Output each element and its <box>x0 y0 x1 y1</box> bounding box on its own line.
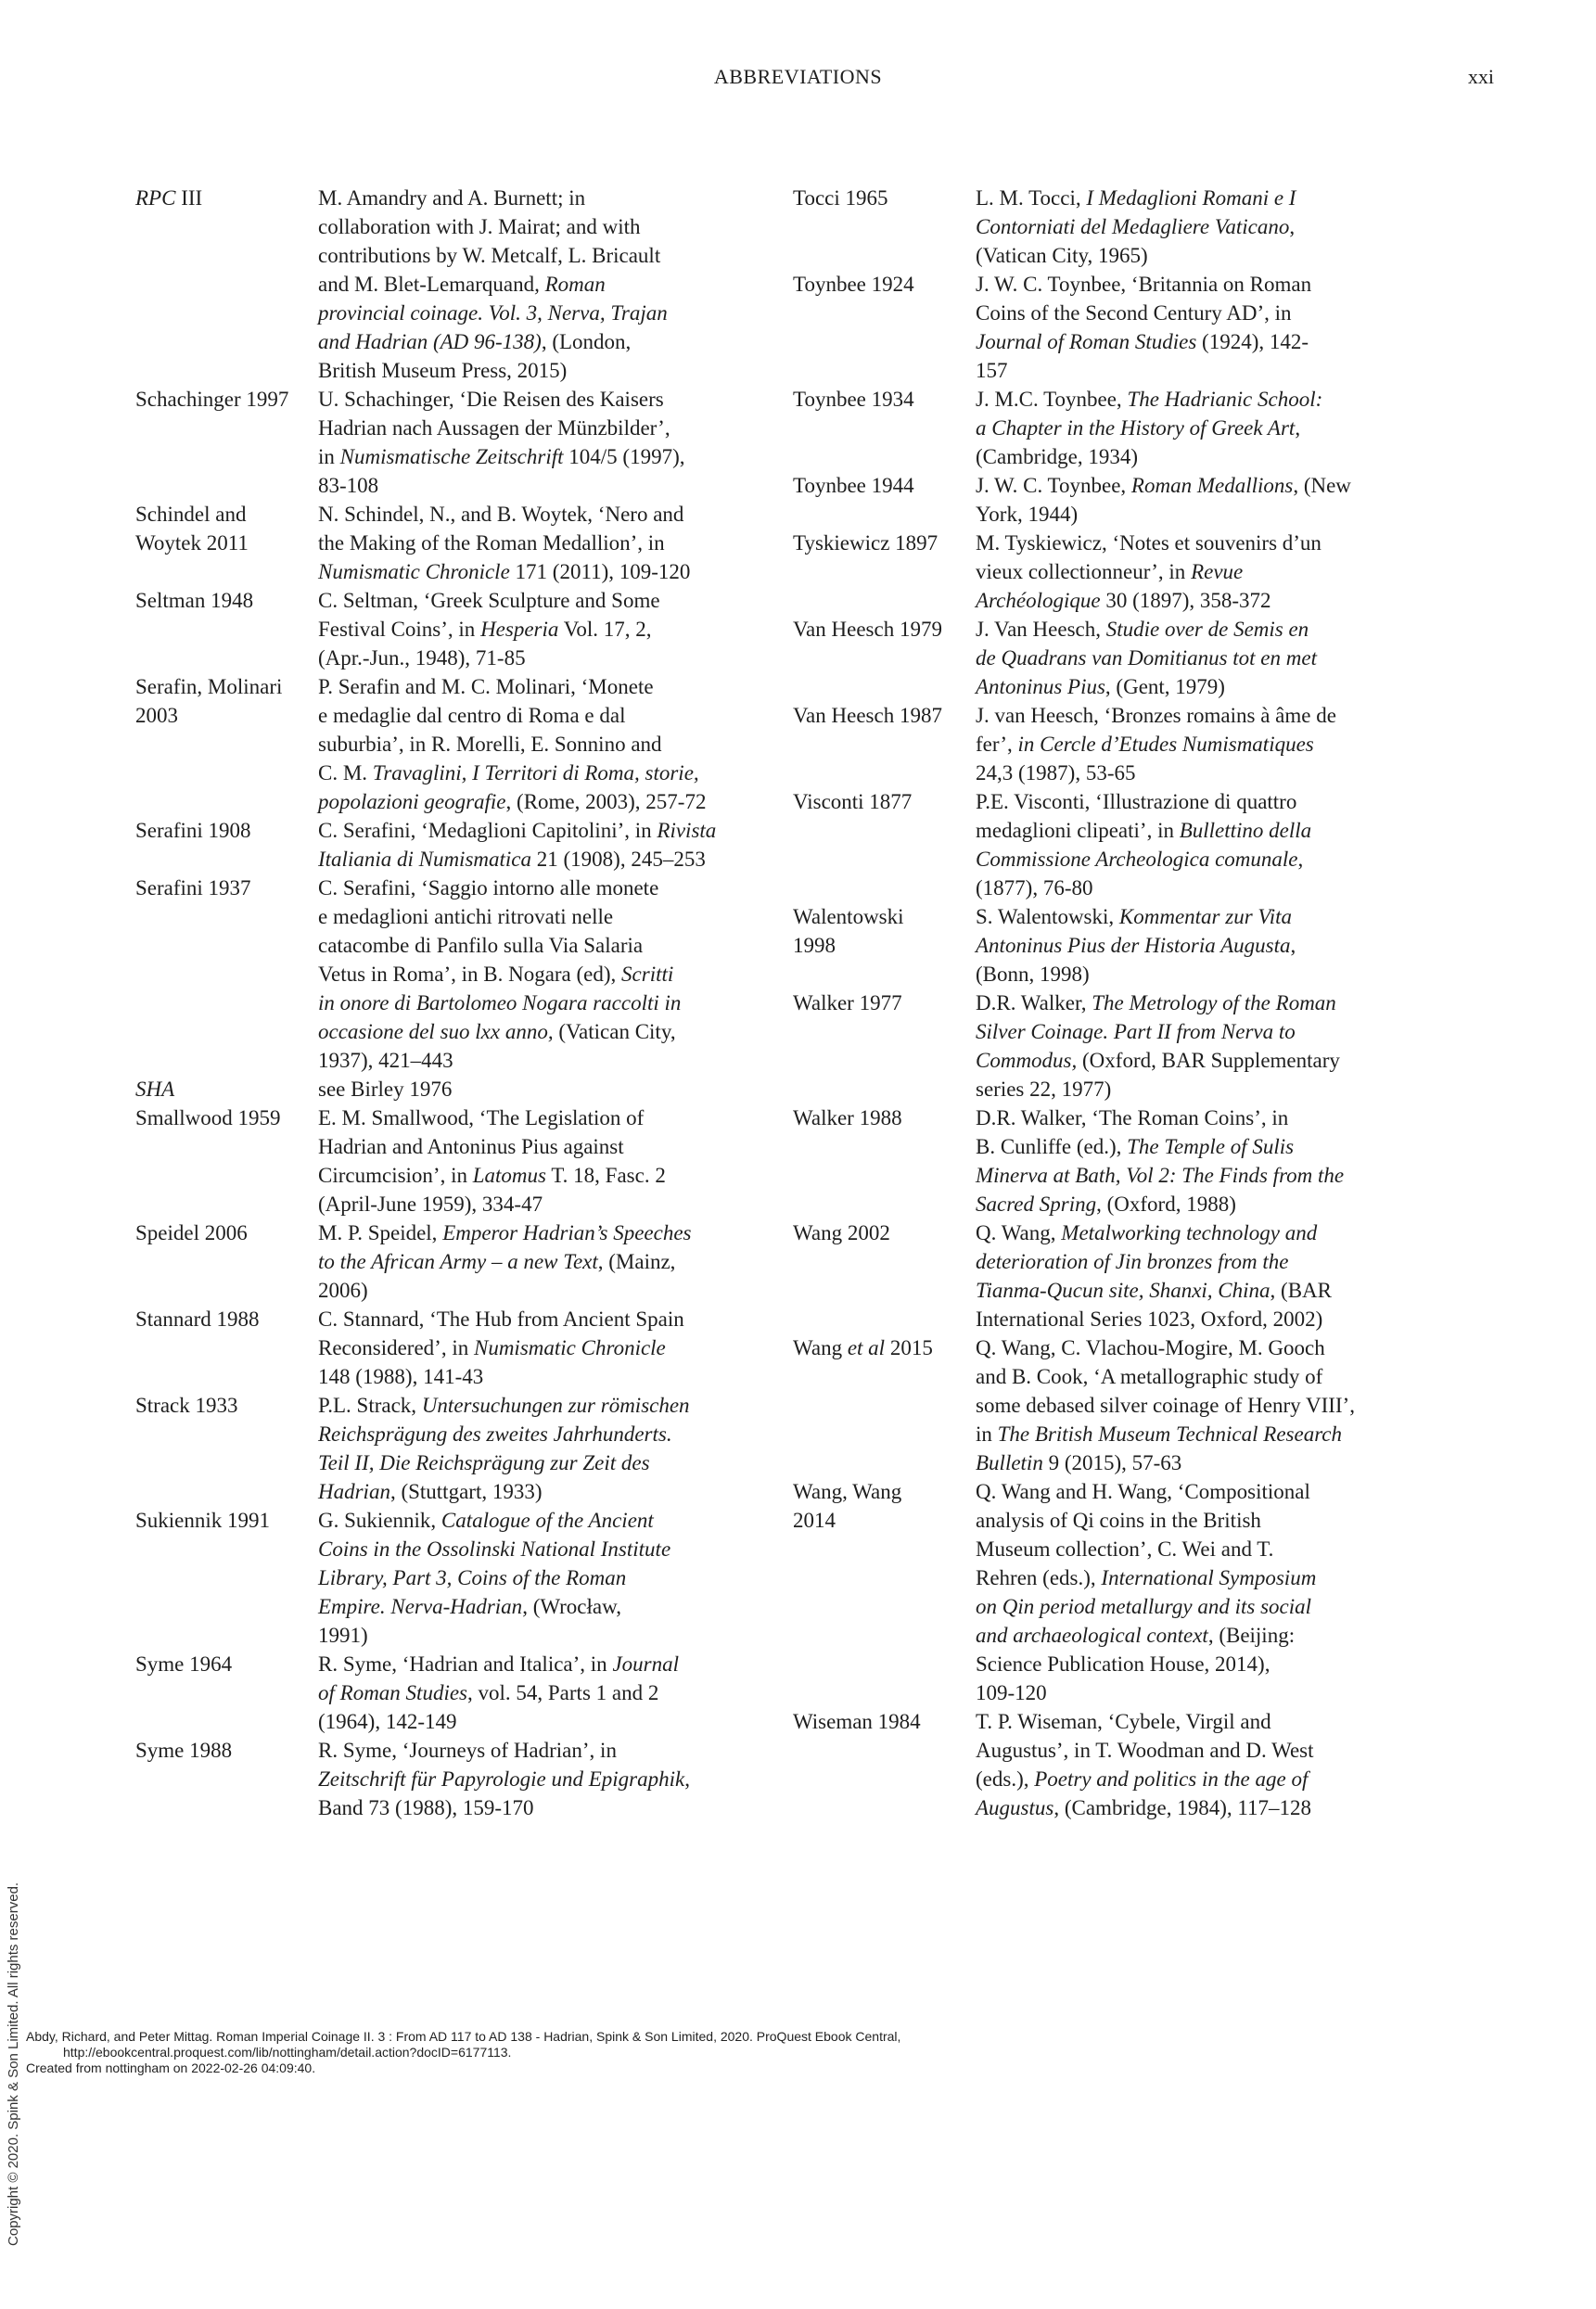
reference-line: Rehren (eds.), International Symposium <box>976 1566 1317 1589</box>
bibliography-entry <box>135 816 761 874</box>
reference-line: Italiania di Numismatica 21 (1908), 245–253 <box>318 848 706 871</box>
entry-abbreviation: Syme 1964 <box>135 1652 233 1676</box>
reference-line: Commodus, (Oxford, BAR Supplementary <box>976 1049 1340 1072</box>
reference-line: and M. Blet-Lemarquand, Roman <box>318 273 606 296</box>
entry-reference <box>976 615 1424 701</box>
entry-reference <box>318 1075 761 1103</box>
reference-line: and archaeological context, (Beijing: <box>976 1624 1296 1647</box>
entry-reference <box>976 787 1424 902</box>
reference-line: Reichsprägung des zweites Jahrhunderts. <box>318 1422 672 1446</box>
bibliography-entry <box>135 1218 761 1305</box>
entry-reference <box>976 1477 1424 1707</box>
entry-reference <box>318 1650 761 1736</box>
entry-reference <box>318 672 761 816</box>
entry-abbreviation: Wiseman 1984 <box>793 1710 921 1733</box>
reference-line: (1964), 142-149 <box>318 1710 457 1733</box>
reference-line: provincial coinage. Vol. 3, Nerva, Trajan <box>318 301 668 325</box>
entry-abbreviation: Walker 1977 <box>793 991 902 1014</box>
copyright-notice <box>6 1882 26 2309</box>
entry-abbreviation: Schachinger 1997 <box>135 388 289 411</box>
reference-line: C. Serafini, ‘Medaglioni Capitolini’, in Rivista <box>318 819 717 842</box>
reference-line: Q. Wang and H. Wang, ‘Compositional <box>976 1480 1310 1503</box>
reference-line: Circumcision’, in Latomus T. 18, Fasc. 2 <box>318 1164 666 1187</box>
bibliography-entry <box>135 1650 761 1736</box>
reference-line: Bulletin 9 (2015), 57-63 <box>976 1451 1182 1474</box>
bibliography-entry <box>135 1391 761 1506</box>
reference-line: popolazioni geografie, (Rome, 2003), 257-72 <box>318 790 707 813</box>
reference-line: J. van Heesch, ‘Bronzes romains à âme de <box>976 704 1336 727</box>
reference-line: a Chapter in the History of Greek Art, <box>976 416 1301 440</box>
reference-line: Zeitschrift für Papyrologie und Epigraphik, <box>318 1767 690 1791</box>
entry-reference <box>976 902 1424 989</box>
bibliography-entry <box>135 672 761 816</box>
entry-abbreviation: Serafini 1937 <box>135 876 251 899</box>
bibliography-entry <box>793 615 1424 701</box>
entry-reference <box>976 1333 1424 1477</box>
reference-line: Tianma-Qucun site, Shanxi, China, (BAR <box>976 1279 1332 1302</box>
reference-line: in Numismatische Zeitschrift 104/5 (1997), <box>318 445 685 468</box>
reference-line: J. Van Heesch, Studie over de Semis en <box>976 618 1309 641</box>
left-column <box>135 184 761 1822</box>
reference-line: (Apr.-Jun., 1948), 71-85 <box>318 646 526 670</box>
reference-line: C. Serafini, ‘Saggio intorno alle monete <box>318 876 659 899</box>
reference-line: Journal of Roman Studies (1924), 142- <box>976 330 1309 353</box>
entry-abbreviation: Wang et al 2015 <box>793 1336 933 1359</box>
entry-abbreviation: Stannard 1988 <box>135 1308 260 1331</box>
reference-line: M. P. Speidel, Emperor Hadrian’s Speeches <box>318 1221 692 1244</box>
bibliography-entry <box>793 701 1424 787</box>
reference-line: D.R. Walker, ‘The Roman Coins’, in <box>976 1106 1289 1129</box>
reference-line: Antoninus Pius, (Gent, 1979) <box>976 675 1225 698</box>
reference-line: Science Publication House, 2014), <box>976 1652 1270 1676</box>
entry-abbreviation: RPC III <box>135 186 203 210</box>
bibliography-entry <box>793 1218 1424 1333</box>
reference-line: British Museum Press, 2015) <box>318 359 568 382</box>
reference-line: R. Syme, ‘Hadrian and Italica’, in Journal <box>318 1652 679 1676</box>
reference-line: York, 1944) <box>976 503 1079 526</box>
reference-line: Museum collection’, C. Wei and T. <box>976 1537 1274 1561</box>
entry-reference <box>976 1103 1424 1218</box>
entry-reference <box>318 1736 761 1822</box>
reference-line: vieux collectionneur’, in Revue <box>976 560 1244 583</box>
reference-line: analysis of Qi coins in the British <box>976 1509 1261 1532</box>
running-head: ABBREVIATIONS <box>713 65 883 88</box>
entry-reference <box>976 1707 1424 1822</box>
entry-abbreviation: Wang, Wang 2014 <box>793 1480 902 1532</box>
reference-line: (eds.), Poetry and politics in the age of <box>976 1767 1309 1791</box>
reference-line: Archéologique 30 (1897), 358-372 <box>976 589 1271 612</box>
entry-reference <box>976 184 1424 270</box>
entry-abbreviation: Strack 1933 <box>135 1394 238 1417</box>
reference-line: Empire. Nerva-Hadrian, (Wrocław, <box>318 1595 621 1618</box>
entry-abbreviation: Tocci 1965 <box>793 186 888 210</box>
citation-created: Created from nottingham on 2022-02-26 04:09:40. <box>26 2060 316 2075</box>
reference-line: Reconsidered’, in Numismatic Chronicle <box>318 1336 666 1359</box>
reference-line: Vetus in Roma’, in B. Nogara (ed), Scritti <box>318 963 674 986</box>
reference-line: S. Walentowski, Kommentar zur Vita <box>976 905 1293 928</box>
entry-reference <box>318 874 761 1075</box>
reference-line: P.L. Strack, Untersuchungen zur römischen <box>318 1394 690 1417</box>
reference-line: Hadrian and Antoninus Pius against <box>318 1135 624 1158</box>
entry-abbreviation: Toynbee 1944 <box>793 474 914 497</box>
entry-abbreviation: Wang 2002 <box>793 1221 890 1244</box>
entry-reference <box>976 270 1424 385</box>
reference-line: International Series 1023, Oxford, 2002) <box>976 1308 1323 1331</box>
reference-line: e medaglioni antichi ritrovati nelle <box>318 905 614 928</box>
reference-line: J. W. C. Toynbee, ‘Britannia on Roman <box>976 273 1312 296</box>
reference-line: Teil II, Die Reichsprägung zur Zeit des <box>318 1451 650 1474</box>
entry-abbreviation: Walker 1988 <box>793 1106 902 1129</box>
reference-line: B. Cunliffe (ed.), The Temple of Sulis <box>976 1135 1295 1158</box>
reference-line: Sacred Spring, (Oxford, 1988) <box>976 1193 1236 1216</box>
reference-line: T. P. Wiseman, ‘Cybele, Virgil and <box>976 1710 1271 1733</box>
reference-line: (1877), 76-80 <box>976 876 1093 899</box>
bibliography-entry <box>793 184 1424 270</box>
reference-line: Coins in the Ossolinski National Institute <box>318 1537 671 1561</box>
entry-abbreviation: SHA <box>135 1078 175 1101</box>
reference-line: C. Seltman, ‘Greek Sculpture and Some <box>318 589 660 612</box>
reference-line: G. Sukiennik, Catalogue of the Ancient <box>318 1509 654 1532</box>
reference-line: 109-120 <box>976 1681 1047 1704</box>
entry-abbreviation: Speidel 2006 <box>135 1221 248 1244</box>
bibliography-entry <box>135 1506 761 1650</box>
reference-line: J. M.C. Toynbee, The Hadrianic School: <box>976 388 1323 411</box>
bibliography-entry <box>793 471 1424 529</box>
reference-line: Numismatic Chronicle 171 (2011), 109-120 <box>318 560 691 583</box>
bibliography-entry <box>793 1333 1424 1477</box>
reference-line: Hadrian nach Aussagen der Münzbilder’, <box>318 416 670 440</box>
copyright-text: Copyright © 2020. Spink & Son Limited. All rights reserved. <box>6 1882 21 2246</box>
bibliography-entry <box>793 529 1424 615</box>
reference-line: suburbia’, in R. Morelli, E. Sonnino and <box>318 733 662 756</box>
entry-reference <box>976 529 1424 615</box>
reference-line: (Vatican City, 1965) <box>976 244 1148 267</box>
bibliography-entry <box>135 1305 761 1391</box>
entry-abbreviation: Van Heesch 1979 <box>793 618 942 641</box>
reference-line: see Birley 1976 <box>318 1078 453 1101</box>
page-number: xxi <box>1467 65 1494 88</box>
reference-line: C. Stannard, ‘The Hub from Ancient Spain <box>318 1308 684 1331</box>
reference-line: U. Schachinger, ‘Die Reisen des Kaisers <box>318 388 664 411</box>
bibliography-entry <box>793 1707 1424 1822</box>
reference-line: C. M. Travaglini, I Territori di Roma, storie, <box>318 761 699 785</box>
reference-line: M. Tyskiewicz, ‘Notes et souvenirs d’un <box>976 531 1321 555</box>
reference-line: fer’, in Cercle d’Etudes Numismatiques <box>976 733 1314 756</box>
reference-line: Festival Coins’, in Hesperia Vol. 17, 2, <box>318 618 652 641</box>
reference-line: M. Amandry and A. Burnett; in <box>318 186 586 210</box>
reference-line: Commissione Archeologica comunale, <box>976 848 1304 871</box>
entry-reference <box>318 586 761 672</box>
citation-footer <box>26 2029 900 2076</box>
reference-line: (Bonn, 1998) <box>976 963 1090 986</box>
entry-abbreviation: Walentowski 1998 <box>793 905 904 957</box>
reference-line: 24,3 (1987), 53-65 <box>976 761 1136 785</box>
entry-abbreviation: Tyskiewicz 1897 <box>793 531 938 555</box>
reference-line: N. Schindel, N., and B. Woytek, ‘Nero and <box>318 503 684 526</box>
reference-line: Antoninus Pius der Historia Augusta, <box>976 934 1296 957</box>
reference-line: Band 73 (1988), 159-170 <box>318 1796 534 1819</box>
entry-abbreviation: Visconti 1877 <box>793 790 913 813</box>
bibliography-entry <box>135 1103 761 1218</box>
reference-line: 157 <box>976 359 1008 382</box>
reference-line: 83-108 <box>318 474 379 497</box>
bibliography-entry <box>135 586 761 672</box>
reference-line: 148 (1988), 141-43 <box>318 1365 484 1388</box>
reference-line: in The British Museum Technical Research <box>976 1422 1342 1446</box>
bibliography-entry <box>135 184 761 385</box>
entry-abbreviation: Schindel and Woytek 2011 <box>135 503 249 555</box>
reference-line: 1991) <box>318 1624 368 1647</box>
entry-abbreviation: Smallwood 1959 <box>135 1106 281 1129</box>
reference-line: catacombe di Panfilo sulla Via Salaria <box>318 934 644 957</box>
reference-line: Q. Wang, C. Vlachou-Mogire, M. Gooch <box>976 1336 1325 1359</box>
entry-reference <box>976 471 1424 529</box>
reference-line: P.E. Visconti, ‘Illustrazione di quattro <box>976 790 1297 813</box>
entry-abbreviation: Sukiennik 1991 <box>135 1509 271 1532</box>
reference-line: e medaglie dal centro di Roma e dal <box>318 704 626 727</box>
bibliography-entry <box>793 1103 1424 1218</box>
reference-line: R. Syme, ‘Journeys of Hadrian’, in <box>318 1739 617 1762</box>
entry-abbreviation: Syme 1988 <box>135 1739 233 1762</box>
reference-line: medaglioni clipeati’, in Bullettino della <box>976 819 1312 842</box>
reference-line: occasione del suo lxx anno, (Vatican City, <box>318 1020 676 1043</box>
entry-reference <box>318 1506 761 1650</box>
reference-line: in onore di Bartolomeo Nogara raccolti in <box>318 991 682 1014</box>
reference-line: D.R. Walker, The Metrology of the Roman <box>976 991 1336 1014</box>
entry-reference <box>976 1218 1424 1333</box>
reference-line: 2006) <box>318 1279 368 1302</box>
entry-reference <box>318 184 761 385</box>
reference-line: to the African Army – a new Text, (Mainz, <box>318 1250 676 1273</box>
entry-reference <box>318 1305 761 1391</box>
reference-line: collaboration with J. Mairat; and with <box>318 215 641 238</box>
reference-line: deterioration of Jin bronzes from the <box>976 1250 1289 1273</box>
entry-abbreviation: Toynbee 1924 <box>793 273 914 296</box>
reference-line: contributions by W. Metcalf, L. Bricault <box>318 244 661 267</box>
reference-line: of Roman Studies, vol. 54, Parts 1 and 2 <box>318 1681 659 1704</box>
bibliography-entry <box>793 270 1424 385</box>
entry-abbreviation: Van Heesch 1987 <box>793 704 942 727</box>
bibliography-entry <box>135 874 761 1075</box>
reference-line: (April-June 1959), 334-47 <box>318 1193 543 1216</box>
right-column <box>793 184 1424 1822</box>
entry-abbreviation: Toynbee 1934 <box>793 388 914 411</box>
reference-line: Contorniati del Medagliere Vaticano, <box>976 215 1296 238</box>
entry-reference <box>318 816 761 874</box>
bibliography-entry <box>793 989 1424 1103</box>
bibliography-entry <box>135 385 761 500</box>
entry-reference <box>318 1103 761 1218</box>
entry-abbreviation: Serafin, Molinari 2003 <box>135 675 283 727</box>
bibliography-entry <box>793 902 1424 989</box>
entry-abbreviation: Serafini 1908 <box>135 819 251 842</box>
reference-line: L. M. Tocci, I Medaglioni Romani e I <box>976 186 1296 210</box>
citation-line: Abdy, Richard, and Peter Mittag. Roman Imperial Coinage II. 3 : From AD 117 to AD 138 - Hadrian, Spink & Son Limited, 2020. ProQuest Ebook Central, <box>26 2029 901 2044</box>
reference-line: de Quadrans van Domitianus tot en met <box>976 646 1317 670</box>
citation-url[interactable]: http://ebookcentral.proquest.com/lib/nottingham/detail.action?docID=6177113. <box>63 2045 512 2060</box>
reference-line: P. Serafin and M. C. Molinari, ‘Monete <box>318 675 654 698</box>
entry-reference <box>318 1218 761 1305</box>
entry-reference <box>976 989 1424 1103</box>
reference-line: Minerva at Bath, Vol 2: The Finds from the <box>976 1164 1345 1187</box>
reference-line: J. W. C. Toynbee, Roman Medallions, (New <box>976 474 1351 497</box>
reference-line: 1937), 421–443 <box>318 1049 453 1072</box>
entry-abbreviation: Seltman 1948 <box>135 589 254 612</box>
entry-reference <box>318 1391 761 1506</box>
reference-line: Hadrian, (Stuttgart, 1933) <box>318 1480 543 1503</box>
reference-line: Library, Part 3, Coins of the Roman <box>318 1566 627 1589</box>
reference-line: on Qin period metallurgy and its social <box>976 1595 1312 1618</box>
bibliography-entry <box>793 385 1424 471</box>
bibliography-entry <box>793 1477 1424 1707</box>
bibliography-entry <box>135 500 761 586</box>
reference-line: Silver Coinage. Part II from Nerva to <box>976 1020 1296 1043</box>
entry-reference <box>318 500 761 586</box>
bibliography-entry <box>135 1736 761 1822</box>
reference-line: Augustus, (Cambridge, 1984), 117–128 <box>976 1796 1312 1819</box>
entry-reference <box>976 701 1424 787</box>
reference-line: E. M. Smallwood, ‘The Legislation of <box>318 1106 645 1129</box>
reference-line: (Cambridge, 1934) <box>976 445 1139 468</box>
reference-line: series 22, 1977) <box>976 1078 1112 1101</box>
reference-line: Augustus’, in T. Woodman and D. West <box>976 1739 1314 1762</box>
reference-line: Coins of the Second Century AD’, in <box>976 301 1292 325</box>
entry-reference <box>976 385 1424 471</box>
reference-line: some debased silver coinage of Henry VIII’, <box>976 1394 1355 1417</box>
entry-reference <box>318 385 761 500</box>
reference-line: Q. Wang, Metalworking technology and <box>976 1221 1318 1244</box>
reference-line: the Making of the Roman Medallion’, in <box>318 531 665 555</box>
bibliography-entry <box>135 1075 761 1103</box>
reference-line: and B. Cook, ‘A metallographic study of <box>976 1365 1323 1388</box>
reference-line: and Hadrian (AD 96-138), (London, <box>318 330 632 353</box>
bibliography-entry <box>793 787 1424 902</box>
